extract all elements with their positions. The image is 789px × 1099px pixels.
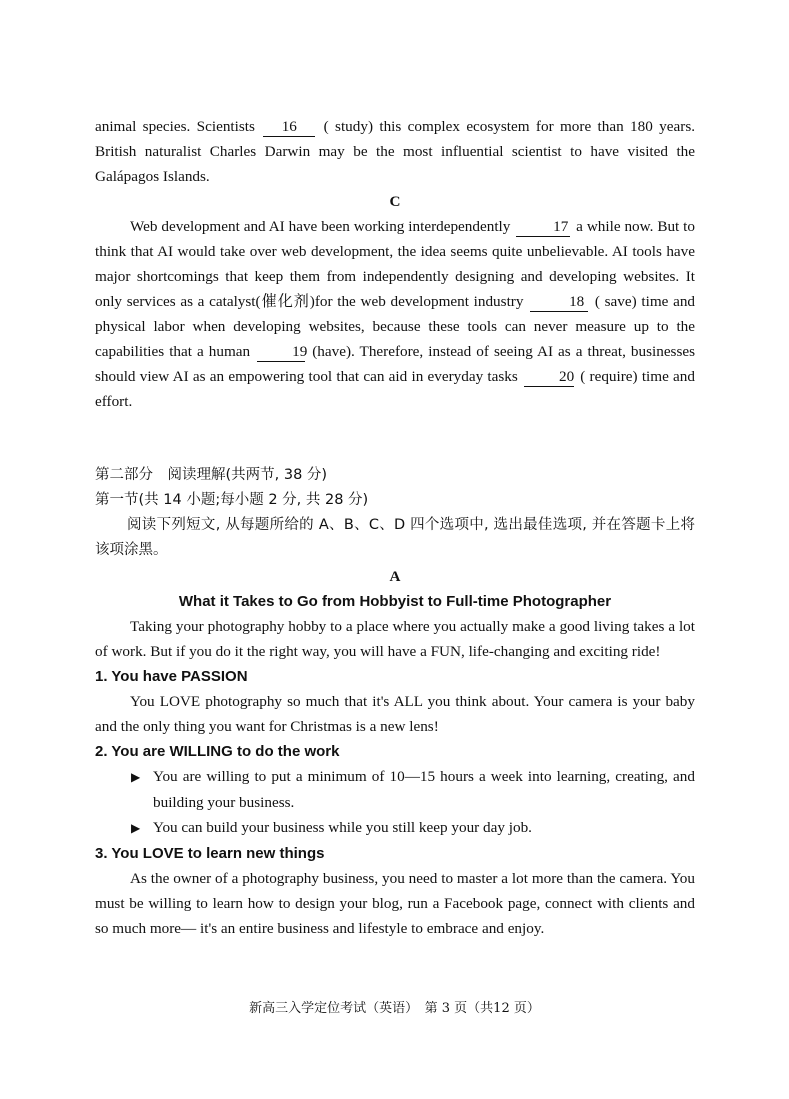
blank-20: 20 <box>524 367 574 387</box>
point-1-heading: 1. You have PASSION <box>95 668 248 685</box>
passage-b-paragraph: animal species. Scientists 16 ( study) this complex ecosystem for more than 180 years. British naturalist Charles Darwin may be the most influential scientist to have visited the Galápagos Islands. <box>95 118 696 185</box>
part-two-title: 第二部分 阅读理解(共两节, 38 分) <box>95 467 328 483</box>
passage-b-tail <box>95 114 695 189</box>
point-3-text: As the owner of a photography business, you need to master a lot more than the camera. You must be willing to learn how to design your blog, run a Facebook page, connect with clients and so much more— it's an entire business and lifestyle to embrace and enjoy. <box>95 870 695 937</box>
section-one-title: 第一节(共 14 小题;每小题 2 分, 共 28 分) <box>95 492 369 508</box>
point-2-bullet: ▶ You can build your business while you still keep your day job. <box>95 815 695 841</box>
point-2-bullet: ▶ You are willing to put a minimum of 10—15 hours a week into learning, creating, and building your business. <box>95 764 695 815</box>
right-pointing-triangle-icon: ▶ <box>131 770 141 784</box>
passage-a <box>95 564 695 941</box>
blank-18: 18 <box>530 292 588 312</box>
right-pointing-triangle-icon: ▶ <box>131 821 141 835</box>
point-1-text: You LOVE photography so much that it's ALL you think about. Your camera is your baby and the only thing you want for Christmas is a new lens! <box>95 693 695 735</box>
part-two-header <box>95 463 695 563</box>
blank-16: 16 <box>263 117 315 137</box>
point-3-heading: 3. You LOVE to learn new things <box>95 845 325 862</box>
blank-19: 19 <box>257 342 305 362</box>
passage-a-title: What it Takes to Go from Hobbyist to Full-time Photographer <box>178 593 612 610</box>
passage-a-intro: Taking your photography hobby to a place where you actually make a good living takes a lot of work. But if you do it the right way, you will have a FUN, life-changing and exciting ride! <box>95 618 695 660</box>
passage-c-paragraph: Web development and AI have been working interdependently 17 a while now. But to think that AI would take over web development, the idea seems quite unbelievable. AI tools have major shortcomings that keep them from independently designing and developing websites. It only services as a catalyst(催化剂)for the web development industry 18 ( save) time and physical labor when developing websites, because these tools can never measure up to the capabilities that a human 19 (have). Therefore, instead of seeing AI as a threat, businesses should view AI as an empowering tool that can aid in everyday tasks 20 ( require) time and effort. <box>95 218 696 410</box>
point-2-heading: 2. You are WILLING to do the work <box>95 743 340 760</box>
passage-c-letter: C <box>389 193 401 210</box>
reading-instruction: 阅读下列短文, 从每题所给的 A、B、C、D 四个选项中, 选出最佳选项, 并在答题卡上将该项涂黑。 <box>95 517 695 558</box>
blank-17: 17 <box>516 217 570 237</box>
page-footer: 新高三入学定位考试（英语） 第 3 页（共12 页） <box>249 1001 540 1016</box>
passage-c <box>95 189 695 414</box>
passage-a-letter: A <box>389 568 401 585</box>
